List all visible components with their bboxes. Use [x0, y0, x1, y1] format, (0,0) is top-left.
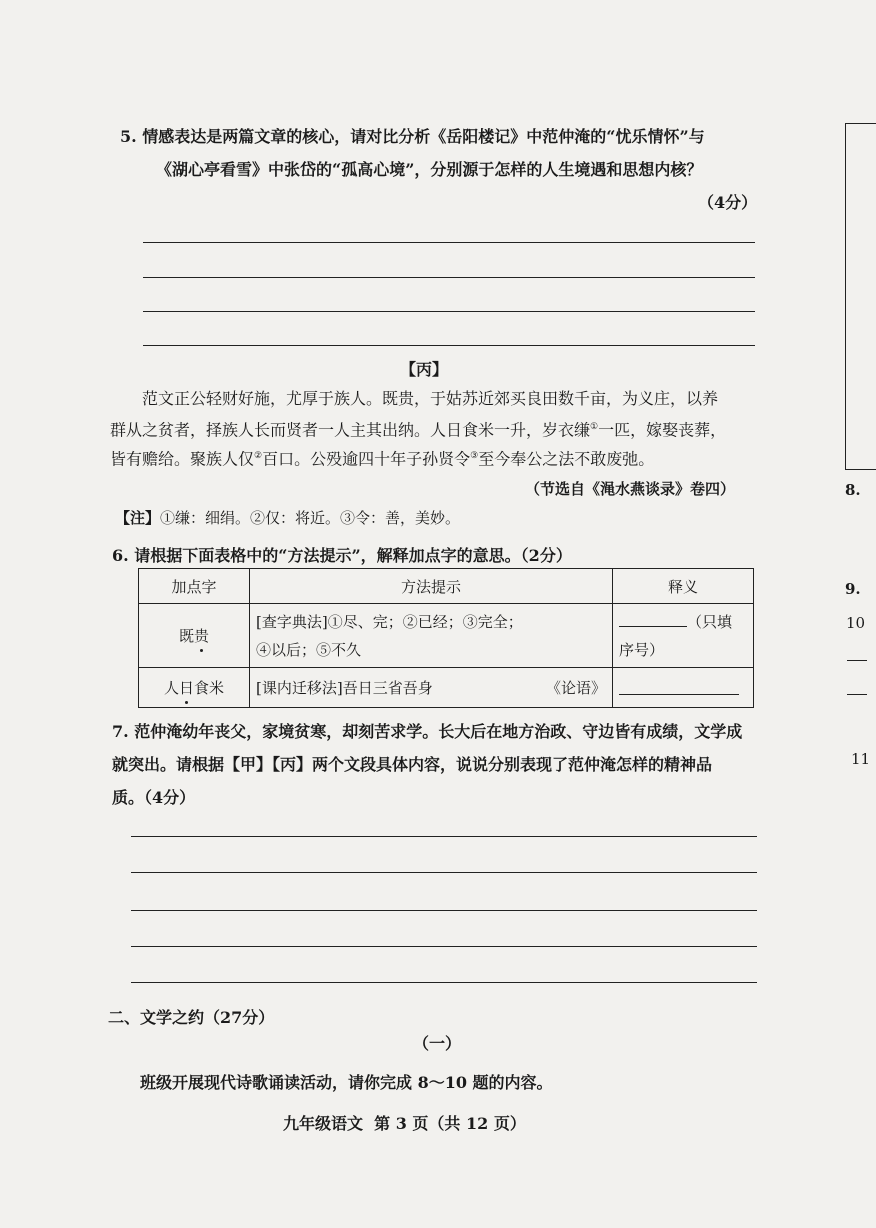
section-intro: 班级开展现代诗歌诵读活动，请你完成 8～10 题的内容。	[140, 1073, 553, 1092]
q6-prompt: 6. 请根据下面表格中的“方法提示”，解释加点字的意思。（2分）	[112, 546, 572, 565]
method-hint: [课内迁移法]吾日三省吾身 《论语》	[250, 668, 613, 708]
answer-blank[interactable]	[619, 608, 687, 627]
table-header: 释义	[613, 569, 754, 604]
note-mark: ①	[590, 422, 599, 432]
margin-number: 10	[846, 614, 866, 632]
table-header: 加点字	[139, 569, 250, 604]
q5-score: （4分）	[698, 193, 758, 212]
margin-line	[847, 694, 867, 695]
answer-line[interactable]	[131, 872, 757, 873]
note-mark: ③	[470, 451, 479, 461]
answer-line[interactable]	[143, 277, 755, 278]
table-header: 方法提示	[250, 569, 613, 604]
method-table	[138, 568, 754, 708]
answer-cell[interactable]: （只填 序号）	[613, 604, 754, 668]
q5-line1: 5. 情感表达是两篇文章的核心，请对比分析《岳阳楼记》中范仲淹的“忧乐情怀”与	[120, 127, 705, 146]
margin-number: 9.	[845, 580, 861, 598]
answer-line[interactable]	[143, 345, 755, 346]
answer-blank[interactable]	[619, 676, 739, 695]
passage-line1: 范文正公轻财好施，尤厚于族人。既贵，于姑苏近郊买良田数千亩，为义庄，以养	[142, 389, 719, 408]
margin-line	[847, 660, 867, 661]
method-hint: [查字典法]①尽、完；②已经；③完全； ④以后；⑤不久	[250, 604, 613, 668]
dotted-word: 人日食米	[139, 668, 250, 708]
section-title: 二、文学之约（27分）	[108, 1008, 275, 1027]
passage-line3: 皆有赡给。聚族人仅②百口。公殁逾四十年子孙贤令③至今奉公之法不敢废弛。	[110, 449, 655, 469]
answer-line[interactable]	[131, 836, 757, 837]
answer-line[interactable]	[131, 910, 757, 911]
passage-heading: 【丙】	[400, 360, 449, 379]
answer-line[interactable]	[143, 311, 755, 312]
page-footer: 九年级语文 第 3 页（共 12 页）	[283, 1114, 526, 1133]
q7-line3: 质。（4分）	[112, 788, 196, 807]
passage-notes: 【注】①缣：细绢。②仅：将近。③令：善，美妙。	[115, 509, 461, 527]
note-mark: ②	[254, 451, 263, 461]
margin-number: 8.	[845, 481, 861, 499]
answer-cell[interactable]	[613, 668, 754, 708]
passage-line2: 群从之贫者，择族人长而贤者一人主其出纳。人日食米一升，岁衣缣①一匹，嫁娶丧葬，	[110, 420, 727, 440]
answer-line[interactable]	[143, 242, 755, 243]
q7-line1: 7. 范仲淹幼年丧父，家境贫寒，却刻苦求学。长大后在地方治政、守边皆有成绩，文学成	[112, 722, 743, 741]
passage-source: （节选自《渑水燕谈录》卷四）	[525, 480, 736, 498]
margin-number: 11	[851, 750, 871, 768]
adjacent-page-box	[845, 123, 876, 470]
answer-line[interactable]	[131, 982, 757, 983]
dotted-word: 既贵	[139, 604, 250, 668]
q7-line2: 就突出。请根据【甲】【丙】两个文段具体内容，说说分别表现了范仲淹怎样的精神品	[112, 755, 713, 774]
q5-line2: 《湖心亭看雪》中张岱的“孤高心境”，分别源于怎样的人生境遇和思想内核？	[156, 160, 703, 179]
answer-line[interactable]	[131, 946, 757, 947]
section-part: （一）	[413, 1034, 462, 1053]
